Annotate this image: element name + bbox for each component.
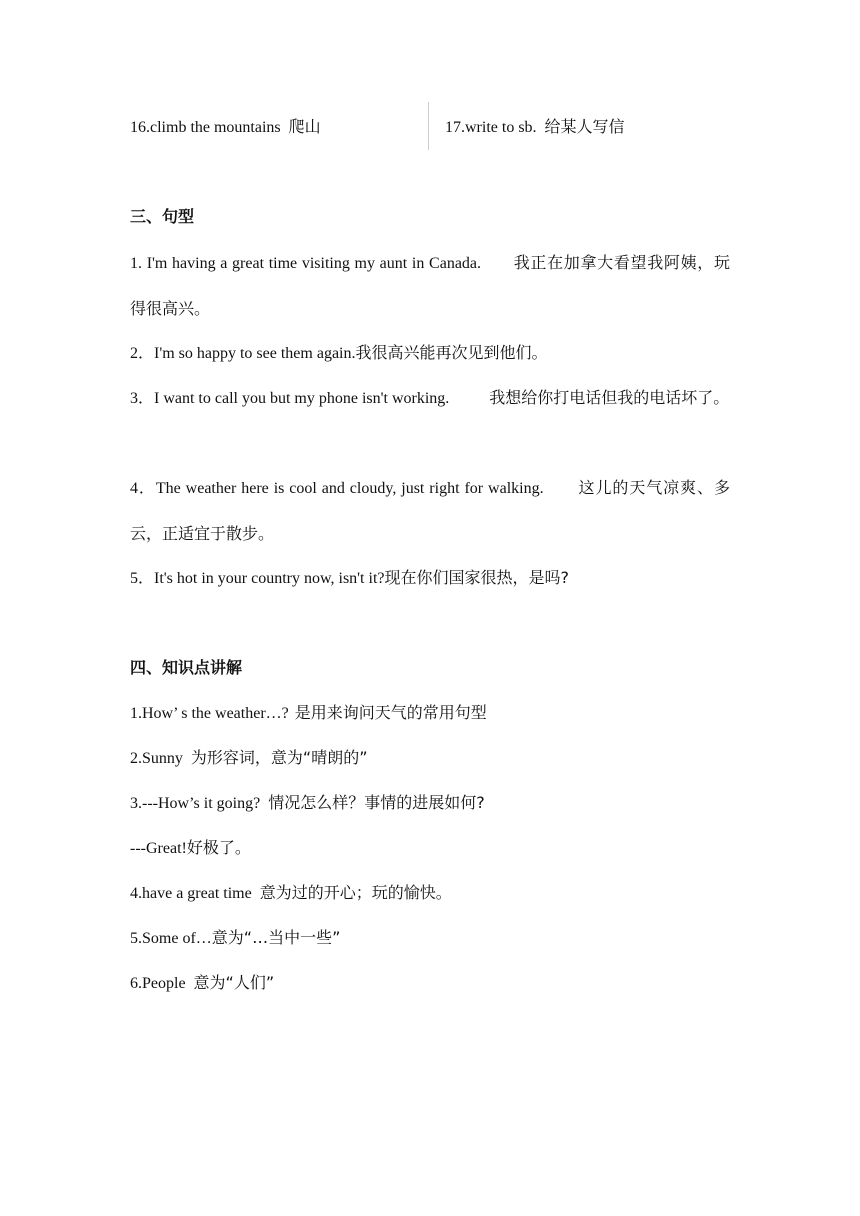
point-5-zh: 意为“…当中一些”: [211, 928, 341, 947]
sentence-1-zh: 我正在加拿大看望我阿姨，玩得很高兴。: [130, 253, 730, 318]
sentence-5-zh: 现在你们国家很热，是吗?: [384, 568, 569, 587]
vocab-item-17-zh: 给某人写信: [544, 117, 625, 136]
point-1-zh: 是用来询问天气的常用句型: [294, 703, 487, 722]
vocab-item-16: [130, 116, 321, 139]
section-4-heading: 四、知识点讲解: [130, 658, 243, 677]
sentence-4-zh: 这儿的天气凉爽、多云，正适宜于散步。: [130, 478, 730, 543]
sentence-4: [130, 465, 730, 557]
sentence-2: [130, 342, 548, 365]
vocab-item-17-en: 17.write to sb.: [445, 119, 537, 136]
point-2-zh: 为形容词，意为“晴朗的”: [190, 748, 368, 767]
sentence-2-en: 2．I'm so happy to see them again.: [130, 345, 356, 362]
point-3-answer-en: ---Great!: [130, 840, 187, 857]
sentence-2-zh: 我很高兴能再次见到他们。: [355, 343, 548, 362]
point-6: [130, 972, 274, 995]
sentence-4-en: 4．The weather here is cool and cloudy, just right for walking.: [130, 480, 544, 497]
point-3: [130, 792, 485, 815]
vocab-item-17: [445, 116, 625, 139]
point-3-zh: 情况怎么样？事情的进展如何?: [268, 793, 485, 812]
vocab-table-row: [120, 102, 730, 150]
point-3-en: 3.---How’s it going?: [130, 795, 261, 812]
sentence-1-en: 1. I'm having a great time visiting my aunt in Canada.: [130, 255, 482, 272]
point-3-answer-zh: 好极了。: [186, 838, 251, 857]
sentence-5: [130, 567, 569, 590]
point-2-en: 2.Sunny: [130, 750, 183, 767]
point-2: [130, 747, 368, 770]
point-6-en: 6.People: [130, 975, 186, 992]
vocab-item-16-zh: 爬山: [288, 117, 321, 136]
sentence-1: [130, 240, 730, 332]
sentence-3-en: 3．I want to call you but my phone isn't working.: [130, 390, 450, 407]
point-1-en: 1.How’ s the weather…?: [130, 705, 289, 722]
sentence-3: [130, 375, 730, 421]
point-4-en: 4.have a great time: [130, 885, 252, 902]
point-5: [130, 927, 340, 950]
vocab-item-16-en: 16.climb the mountains: [130, 119, 281, 136]
sentence-5-en: 5．It's hot in your country now, isn't it?: [130, 570, 385, 587]
point-5-en: 5.Some of…: [130, 930, 212, 947]
sentence-3-zh: 我想给你打电话但我的电话坏了。: [489, 388, 730, 407]
point-4: [130, 882, 452, 905]
point-4-zh: 意为过的开心；玩的愉快。: [259, 883, 452, 902]
point-1: [130, 702, 487, 725]
point-6-zh: 意为“人们”: [193, 973, 275, 992]
table-divider: [428, 102, 429, 150]
point-3-answer: [130, 837, 251, 860]
section-3-heading: 三、句型: [130, 207, 195, 226]
